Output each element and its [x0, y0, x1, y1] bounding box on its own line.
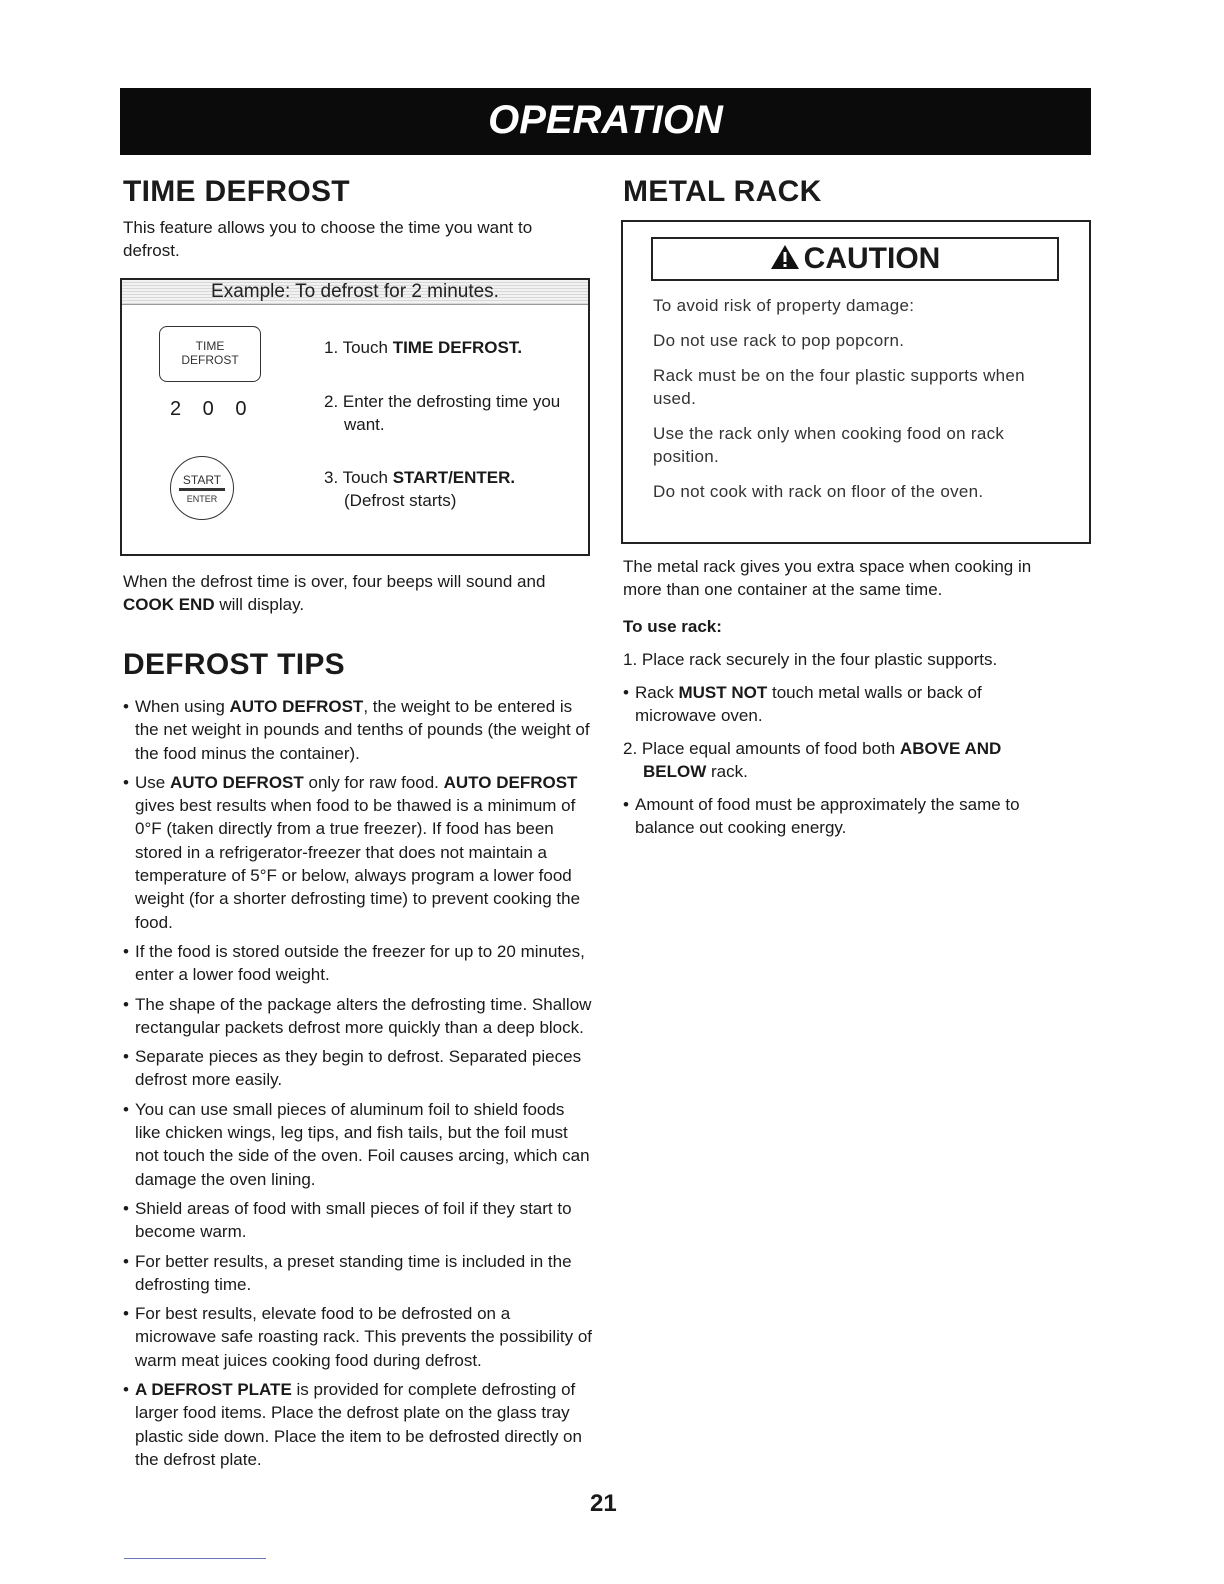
step-2-line-2: want.	[344, 415, 385, 434]
step-1	[324, 336, 582, 359]
defrost-tips-list	[123, 695, 593, 1471]
list-item: • For best results, elevate food to be defrosted on a microwave safe roasting rack. This prevents the possibility of warm meat juices cooking food during defrost.	[123, 1302, 593, 1372]
key-start-label: START	[182, 473, 222, 487]
caution-label: CAUTION	[803, 242, 941, 275]
rack-subhead: To use rack:	[623, 617, 722, 636]
caution-line: Use the rack only when cooking food on rack position.	[653, 424, 1005, 466]
section-banner: OPERATION	[120, 88, 1091, 155]
list-item: • Use AUTO DEFROST only for raw food. AUTO DEFROST gives best results when food to be thawed is a minimum of 0°F (taken directly from a true freezer). If food has been stored in a refrigerator-freezer that does not maintain a temperature of 5°F or below, always program a lower food weight (for a shorter defrosting time) to prevent cooking the food.	[123, 771, 593, 934]
caution-title	[651, 237, 1059, 281]
step-3	[324, 466, 582, 512]
step-1-bold: TIME DEFROST.	[392, 338, 523, 357]
example-box	[120, 278, 590, 556]
page-number: 21	[590, 1490, 617, 1517]
footer-rule	[124, 1558, 266, 1559]
key-enter-label: ENTER	[186, 494, 218, 504]
metal-rack-instructions	[623, 555, 1063, 839]
note-text-pre: When the defrost time is over, four beeps will sound and	[123, 572, 546, 591]
step-3-bold: START/ENTER.	[392, 468, 516, 487]
rack-bullet-1: • Rack MUST NOT touch metal walls or back of microwave oven.	[623, 681, 1063, 727]
time-defrost-intro: This feature allows you to choose the time you want to defrost.	[123, 218, 533, 260]
list-item: • Shield areas of food with small pieces of foil if they start to become warm.	[123, 1197, 593, 1244]
step-3-line-2: (Defrost starts)	[344, 491, 457, 510]
time-defrost-heading: TIME DEFROST	[123, 175, 350, 208]
list-item: • You can use small pieces of aluminum foil to shield foods like chicken wings, leg tips, and fish tails, but the foil must not touch the side of the oven. Foil causes arcing, which can damage the oven lining.	[123, 1098, 593, 1191]
list-item: • If the food is stored outside the freezer for up to 20 minutes, enter a lower food weight.	[123, 940, 593, 987]
digit-keys: 2 0 0	[170, 398, 255, 420]
time-defrost-key-icon	[159, 326, 261, 382]
caution-line: Do not use rack to pop popcorn.	[653, 331, 905, 350]
rack-step-1: 1. Place rack securely in the four plastic supports.	[623, 650, 998, 669]
list-item: • When using AUTO DEFROST, the weight to be entered is the net weight in pounds and tenths of pounds (the weight of the food minus the container).	[123, 695, 593, 765]
key-time-label-2: DEFROST	[181, 353, 239, 367]
defrost-tips-heading: DEFROST TIPS	[123, 648, 345, 681]
list-item: • Separate pieces as they begin to defrost. Separated pieces defrost more easily.	[123, 1045, 593, 1092]
rack-intro: The metal rack gives you extra space when cooking in more than one container at the same time.	[623, 557, 1032, 599]
time-defrost-section	[123, 172, 593, 262]
defrost-tips-section	[123, 645, 593, 1477]
list-item: • For better results, a preset standing time is included in the defrosting time.	[123, 1250, 593, 1297]
step-3-text: 3. Touch	[324, 468, 393, 487]
metal-rack-section	[623, 172, 1093, 212]
rack-step-2: 2. Place equal amounts of food both ABOVE AND BELOW rack.	[623, 739, 1002, 781]
example-title: Example: To defrost for 2 minutes.	[122, 280, 588, 305]
key-time-label-1: TIME	[195, 339, 225, 353]
key-start-divider	[179, 488, 225, 491]
defrost-complete-note	[123, 570, 593, 616]
note-bold: COOK END	[123, 595, 215, 614]
list-item: • A DEFROST PLATE is provided for complete defrosting of larger food items. Place the defrost plate on the glass tray plastic side down. Place the item to be defrosted directly on the defrost plate.	[123, 1378, 593, 1471]
caution-lines	[653, 294, 1063, 515]
step-1-text: 1. Touch	[324, 338, 393, 357]
caution-line: Rack must be on the four plastic supports when used.	[653, 366, 1025, 408]
caution-box	[621, 220, 1091, 544]
note-text-post: will display.	[214, 595, 305, 614]
start-enter-key-icon	[170, 456, 234, 520]
step-2-line-1: 2. Enter the defrosting time you	[324, 392, 561, 411]
rack-bullet-2: • Amount of food must be approximately the same to balance out cooking energy.	[623, 793, 1063, 839]
caution-line: To avoid risk of property damage:	[653, 296, 915, 315]
warning-triangle-icon	[770, 244, 800, 270]
list-item: • The shape of the package alters the defrosting time. Shallow rectangular packets defrost more quickly than a deep block.	[123, 993, 593, 1040]
step-2	[324, 390, 582, 436]
caution-line: Do not cook with rack on floor of the oven.	[653, 482, 984, 501]
metal-rack-heading: METAL RACK	[623, 175, 822, 208]
